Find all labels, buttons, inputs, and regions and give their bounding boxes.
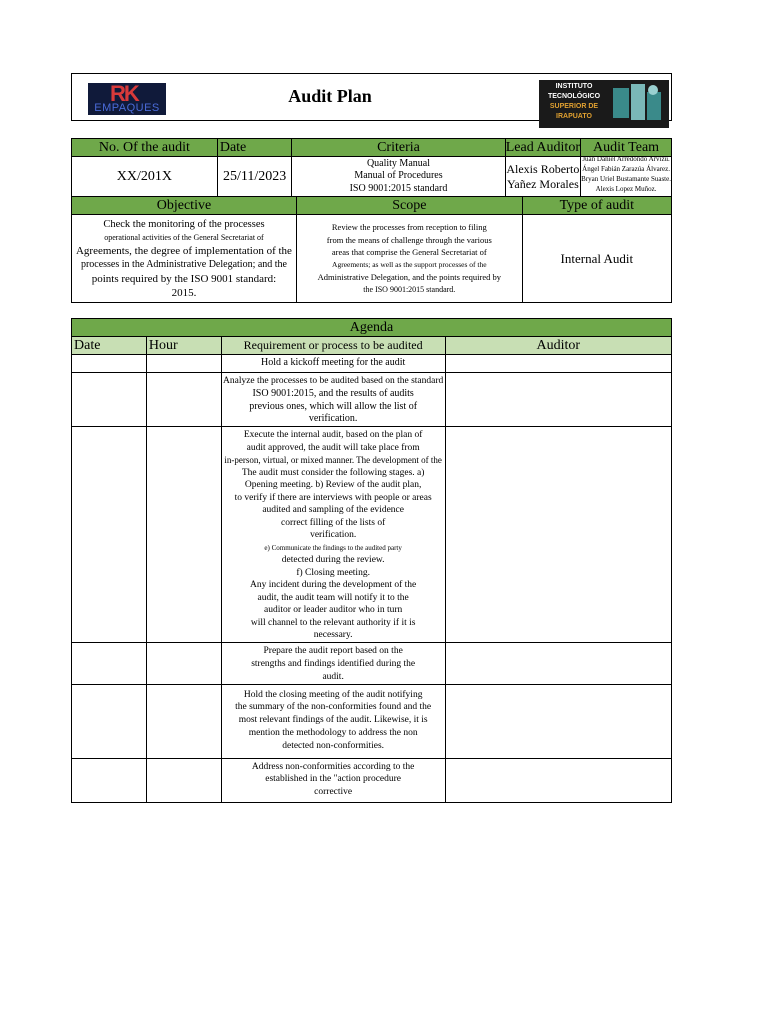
institute-logo — [539, 80, 669, 128]
row-auditor — [445, 643, 671, 684]
req-line: audit, the audit team will notify it to the — [257, 592, 409, 603]
logo-line: IRAPUATO — [556, 113, 592, 120]
row-date — [72, 643, 147, 684]
req-line: Opening meeting. b) Review of the audit plan, — [244, 480, 422, 491]
row-date — [72, 427, 147, 643]
req-line: Hold a kickoff meeting for the audit — [261, 357, 406, 368]
audit-no-label: No. Of the audit — [72, 139, 218, 157]
audit-type: Internal Audit — [522, 215, 671, 303]
table-row — [72, 373, 672, 427]
objective-line: points required by the ISO 9001 standard: — [91, 272, 277, 285]
req-line: auditor or leader auditor who in turn — [264, 605, 403, 616]
row-date — [72, 373, 147, 427]
document-title: Audit Plan — [288, 86, 372, 106]
req-line: correct filling of the lists of — [281, 517, 386, 528]
scope-line: the ISO 9001:2015 standard. — [363, 284, 456, 294]
row-auditor — [445, 684, 671, 758]
row-requirement — [221, 643, 445, 684]
req-line: audit. — [322, 671, 344, 682]
type-label: Type of audit — [522, 197, 671, 215]
logo-rk-sub: EMPAQUES — [94, 102, 160, 114]
row-hour — [146, 373, 221, 427]
scope-line: from the means of challenge through the various — [326, 234, 492, 245]
req-line: Analyze the processes to be audited based on the standard — [223, 376, 444, 386]
req-line: previous ones, which will allow the list of — [249, 400, 418, 412]
team-member: Ángel Fabián Zarazúa Álvarez. — [582, 164, 670, 173]
agenda-col-auditor: Auditor — [445, 337, 671, 355]
req-line: audit approved, the audit will take place from — [246, 442, 420, 453]
table-row — [72, 355, 672, 373]
agenda-col-requirement: Requirement or process to be audited — [221, 337, 445, 355]
objective-cell — [72, 215, 297, 303]
req-line: the summary of the non-conformities found and the — [235, 702, 432, 713]
team-member: Alexis Lopez Muñoz. — [595, 184, 657, 193]
criteria-cell — [292, 157, 505, 197]
lead-line: Alexis Roberto — [506, 161, 580, 176]
logo-line: TECNOLÓGICO — [547, 93, 601, 100]
criteria-label: Criteria — [292, 139, 505, 157]
agenda-col-hour: Hour — [146, 337, 221, 355]
scope-line: areas that comprise the General Secretariat of — [331, 247, 487, 257]
table-row — [72, 684, 672, 758]
req-line: verification. — [308, 413, 358, 425]
scope-cell — [296, 215, 522, 303]
req-line: necessary. — [313, 630, 353, 641]
req-line: Hold the closing meeting of the audit notifying — [243, 689, 423, 700]
req-line: ISO 9001:2015, and the results of audits — [252, 387, 414, 399]
audit-number: XX/201X — [72, 157, 218, 197]
objective-line: processes in the Administrative Delegation; and the — [80, 258, 287, 270]
logo-emblem-icon — [609, 82, 665, 126]
criteria-line: ISO 9001:2015 standard — [349, 182, 448, 194]
audit-date: 25/11/2023 — [217, 157, 292, 197]
team-member: Bryan Uriel Bustamante Suaste. — [581, 174, 671, 183]
team-member: Juan Daniel Arredondo Arvizu. — [582, 154, 670, 163]
criteria-line: Quality Manual — [366, 157, 430, 169]
table-row — [72, 427, 672, 643]
req-line: most relevant findings of the audit. Likewise, it is — [238, 715, 428, 726]
criteria-line: Manual of Procedures — [354, 170, 443, 182]
audit-team-cell — [581, 154, 672, 197]
table-row — [72, 758, 672, 802]
row-hour — [146, 758, 221, 802]
objective-line: operational activities of the General Secretariat of — [104, 232, 264, 242]
req-line: will channel to the relevant authority if it is — [250, 617, 416, 628]
objective-label: Objective — [72, 197, 297, 215]
row-requirement — [221, 684, 445, 758]
lead-line: Yañez Morales — [506, 176, 579, 191]
req-line: The audit must consider the following stages. a) — [241, 467, 425, 478]
scope-line: Review the processes from reception to filing — [331, 222, 487, 232]
logo-line: INSTITUTO — [555, 83, 593, 90]
scope-label: Scope — [296, 197, 522, 215]
objective-table — [71, 196, 672, 303]
row-hour — [146, 427, 221, 643]
scope-line: Agreements; as well as the support processes of the — [332, 259, 487, 269]
row-auditor — [445, 758, 671, 802]
req-line: in-person, virtual, or mixed manner. The development of the — [224, 455, 442, 466]
row-requirement — [221, 427, 445, 643]
logo-rk-text: RK — [110, 81, 138, 106]
date-label: Date — [217, 139, 292, 157]
row-hour — [146, 643, 221, 684]
table-row — [72, 643, 672, 684]
audit-team-label: Audit Team — [581, 139, 672, 157]
req-line: detected non-conformities. — [282, 740, 385, 751]
req-line: audited and sampling of the evidence — [262, 505, 404, 516]
agenda-col-date: Date — [72, 337, 147, 355]
req-line: established in the "action procedure — [265, 774, 402, 785]
row-hour — [146, 684, 221, 758]
req-line: f) Closing meeting. — [296, 567, 370, 578]
objective-line: 2015. — [171, 286, 197, 299]
lead-auditor-cell — [505, 157, 581, 197]
row-auditor — [445, 355, 671, 373]
company-logo — [88, 83, 166, 115]
lead-auditor-label: Lead Auditor — [505, 139, 580, 155]
row-auditor — [445, 373, 671, 427]
scope-line: Administrative Delegation, and the points required by — [317, 272, 502, 282]
req-line: Execute the internal audit, based on the plan of — [243, 430, 423, 441]
row-requirement — [221, 355, 445, 373]
objective-line: Check the monitoring of the processes — [103, 218, 265, 230]
req-line: Any incident during the development of the — [250, 580, 417, 591]
req-line: to verify if there are interviews with people or areas — [234, 492, 432, 503]
agenda-table — [71, 318, 672, 803]
logo-line: SUPERIOR DE — [549, 103, 599, 110]
row-date — [72, 758, 147, 802]
agenda-title: Agenda — [72, 319, 672, 337]
req-line: corrective — [314, 787, 353, 798]
row-requirement — [221, 758, 445, 802]
row-date — [72, 355, 147, 373]
row-auditor — [445, 427, 671, 643]
req-line: e) Communicate the findings to the audited party — [264, 543, 402, 552]
req-line: verification. — [310, 530, 357, 541]
audit-info-table — [71, 138, 672, 197]
req-line: Address non-conformities according to the — [251, 761, 415, 772]
req-line: strengths and findings identified during the — [251, 658, 416, 669]
req-line: detected during the review. — [281, 555, 385, 566]
row-hour — [146, 355, 221, 373]
row-requirement — [221, 373, 445, 427]
req-line: mention the methodology to address the non — [248, 727, 418, 738]
objective-line: Agreements, the degree of implementation of the — [75, 244, 292, 257]
row-date — [72, 684, 147, 758]
logo-right-text — [542, 82, 606, 122]
req-line: Prepare the audit report based on the — [263, 646, 403, 657]
